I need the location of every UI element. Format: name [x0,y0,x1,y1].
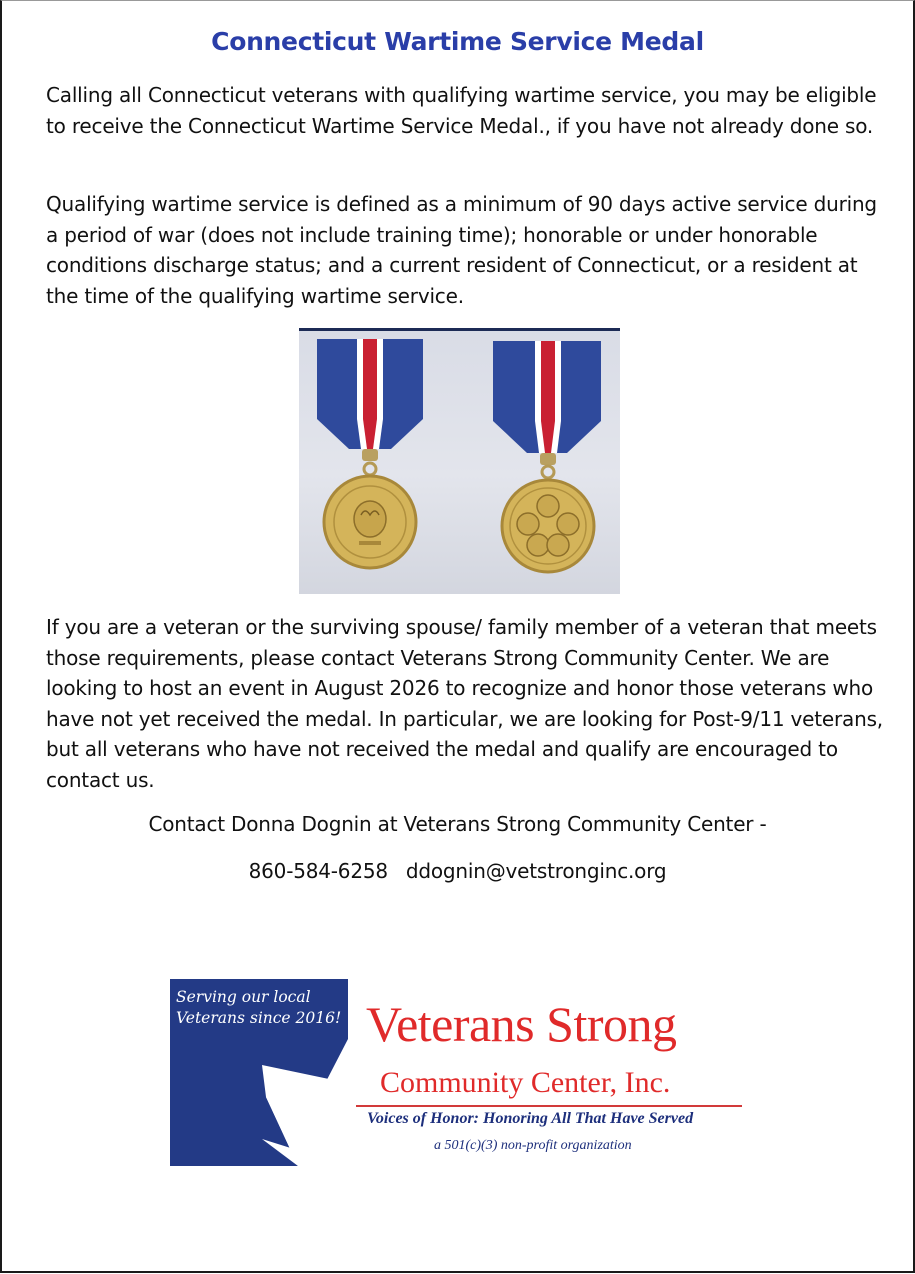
medal-photo [299,328,620,594]
qualifying-paragraph: Qualifying wartime service is defined as a minimum of 90 days active service during a period of war (does not include training time); honorable or under honorable conditions discharge status; and a current resident of Connecticut, or a resident at the time of the qualifying wartime service. [46,192,877,308]
logo-blue-box [170,979,348,1166]
medals-illustration [299,331,620,594]
left-medal-ribbon [317,339,423,449]
email-address[interactable]: ddognin@vetstronginc.org [405,859,667,883]
page-title: Connecticut Wartime Service Medal [211,27,704,56]
request-paragraph: If you are a veteran or the surviving spouse/ family member of a veteran that meets those requirements, please contact Veterans Strong Community Center. We are looking to host an event in August 2026 to recognize and honor those veterans who have not yet received the medal. In particular, we are looking for Post-9/11 veterans, but all veterans who have not received the medal and qualify are encouraged to contact us. [46,615,883,792]
phone-number[interactable]: 860-584-6258 [248,859,388,883]
veterans-strong-logo [170,979,745,1167]
logo-box-text [176,987,341,1029]
logo-nonprofit-note: a 501(c)(3) non-profit organization [434,1138,632,1153]
logo-subtitle: Community Center, Inc. [380,1066,671,1099]
right-medal [502,480,594,572]
right-medal-ribbon [493,341,601,453]
logo-divider [356,1105,742,1107]
logo-box-line-1: Serving our local [176,988,311,1006]
contact-line: Contact Donna Dognin at Veterans Strong Community Center - [148,812,767,836]
contact-details [2,859,913,883]
logo-name: Veterans Strong [366,996,677,1052]
logo-tagline: Voices of Honor: Honoring All That Have Served [367,1110,694,1127]
intro-paragraph: Calling all Connecticut veterans with qualifying wartime service, you may be eligible to receive the Connecticut Wartime Service Medal., if you have not already done so. [46,83,877,138]
logo-box-line-2: Veterans since 2016! [176,1009,342,1027]
left-medal [324,476,416,568]
